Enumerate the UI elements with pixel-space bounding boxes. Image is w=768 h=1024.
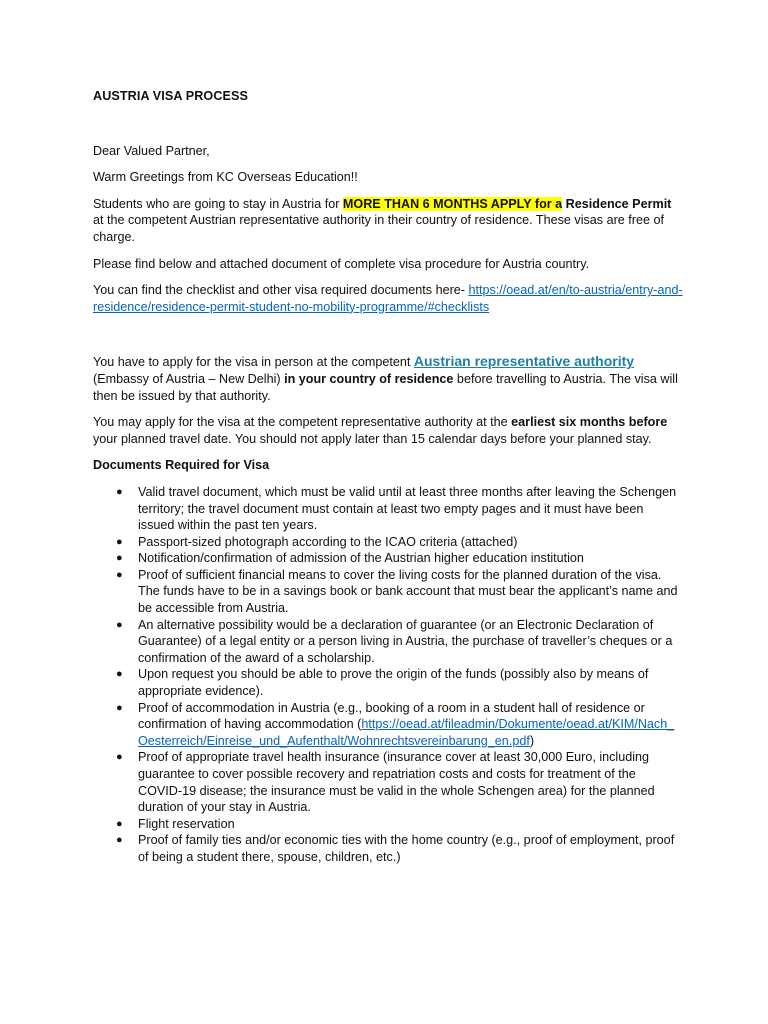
intro-text-end: at the competent Austrian representative authority in their country of residence. These visas are free of charge. <box>93 213 664 244</box>
embassy-text: (Embassy of Austria – New Delhi) <box>93 371 285 386</box>
document-item-text: Proof of appropriate travel health insurance (insurance cover at least 30,000 Euro, including guarantee to cover possible recovery and repatriation costs and costs for treatment of the COVID-19 disease; the insurance must be valid in the whole Schengen area) for the planned duration of your stay in Austria. <box>138 750 655 815</box>
bullet-icon: ● <box>116 485 123 498</box>
document-item <box>116 832 683 865</box>
accommodation-agreement-link[interactable]: https://oead.at/fileadmin/Dokumente/oead.at/KIM/Nach_Oesterreich/Einreise_und_Aufenthalt/Wohnrechtsvereinbarung_en.pdf <box>138 717 675 748</box>
apply-text-end: before travelling to Austria. The visa will then be issued by that authority. <box>93 371 678 403</box>
document-item <box>116 617 683 667</box>
document-item <box>116 567 683 617</box>
salutation: Dear Valued Partner, <box>93 143 210 158</box>
timing-paragraph <box>93 414 683 447</box>
bullet-icon: ● <box>116 618 123 631</box>
documents-heading: Documents Required for Visa <box>93 458 270 473</box>
document-item-text: Valid travel document, which must be valid until at least three months after leaving the Schengen territory; the travel document must contain at least two empty pages and it must have been issued within the past ten years. <box>138 484 677 533</box>
document-item <box>116 816 683 833</box>
document-item-text: Upon request you should be able to prove the origin of the funds (possibly also by means of appropriate evidence). <box>138 667 649 699</box>
document-item-text: Proof of family ties and/or economic ties with the home country (e.g., proof of employment, proof of being a student there, spouse, children, etc.) <box>138 833 675 864</box>
document-item <box>116 484 683 534</box>
country-residence-text: in your country of residence <box>284 371 454 386</box>
timing-text-end: your planned travel date. You should not apply later than 15 calendar days before your planned stay. <box>93 431 652 446</box>
document-page <box>93 88 683 866</box>
document-item <box>116 534 683 551</box>
procedure-paragraph: Please find below and attached document of complete visa procedure for Austria country. <box>93 256 590 271</box>
document-item-text: Proof of sufficient financial means to cover the living costs for the planned duration of the visa. The funds have to be in a savings book or bank account that must bear the applicant’s name and be accessible from Austria. <box>138 567 678 616</box>
intro-paragraph <box>93 196 683 246</box>
document-item-text: Proof of accommodation in Austria (e.g., booking of a room in a student hall of residence or confirmation of having accommodation ( <box>138 700 645 732</box>
austrian-authority-link[interactable]: Austrian representative authority <box>413 353 635 370</box>
checklist-text: You can find the checklist and other visa required documents here- <box>93 283 469 298</box>
documents-list <box>93 484 683 866</box>
timing-text: You may apply for the visa at the competent representative authority at the <box>93 415 512 430</box>
bullet-icon: ● <box>116 834 123 847</box>
document-item-text-end: ) <box>529 733 535 748</box>
bullet-icon: ● <box>116 535 123 548</box>
document-item-text: Passport-sized photograph according to the ICAO criteria (attached) <box>138 534 518 549</box>
apply-in-person-paragraph <box>93 353 683 404</box>
bullet-icon: ● <box>116 751 123 764</box>
document-item-text: An alternative possibility would be a declaration of guarantee (or an Electronic Declaration of Guarantee) of a legal entity or a person living in Austria, the purchase of traveller’s cheques or a confirmation of the award of a scholarship. <box>138 617 673 665</box>
checklist-link[interactable]: https://oead.at/en/to-austria/entry-and-residence/residence-permit-student-no-mobility-programme/#checklists <box>93 283 683 314</box>
bullet-icon: ● <box>116 817 123 830</box>
intro-text: Students who are going to stay in Austria for <box>93 196 343 211</box>
bullet-icon: ● <box>116 552 123 565</box>
greeting: Warm Greetings from KC Overseas Education!! <box>93 170 358 185</box>
document-item-text: Flight reservation <box>138 816 235 831</box>
checklist-paragraph <box>93 282 683 315</box>
document-title: AUSTRIA VISA PROCESS <box>93 89 249 103</box>
document-item <box>116 700 683 750</box>
document-item <box>116 749 683 815</box>
bullet-icon: ● <box>116 568 123 581</box>
highlighted-duration: MORE THAN 6 MONTHS APPLY for a <box>342 196 563 211</box>
apply-text: You have to apply for the visa in person at the competent <box>93 355 414 370</box>
bullet-icon: ● <box>116 668 123 681</box>
bullet-icon: ● <box>116 701 123 714</box>
document-item <box>116 550 683 567</box>
document-item-text: Notification/confirmation of admission of the Austrian higher education institution <box>138 551 584 566</box>
residence-permit-text: Residence Permit <box>562 196 672 211</box>
earliest-six-months-text: earliest six months before <box>511 415 668 430</box>
document-item <box>116 666 683 699</box>
